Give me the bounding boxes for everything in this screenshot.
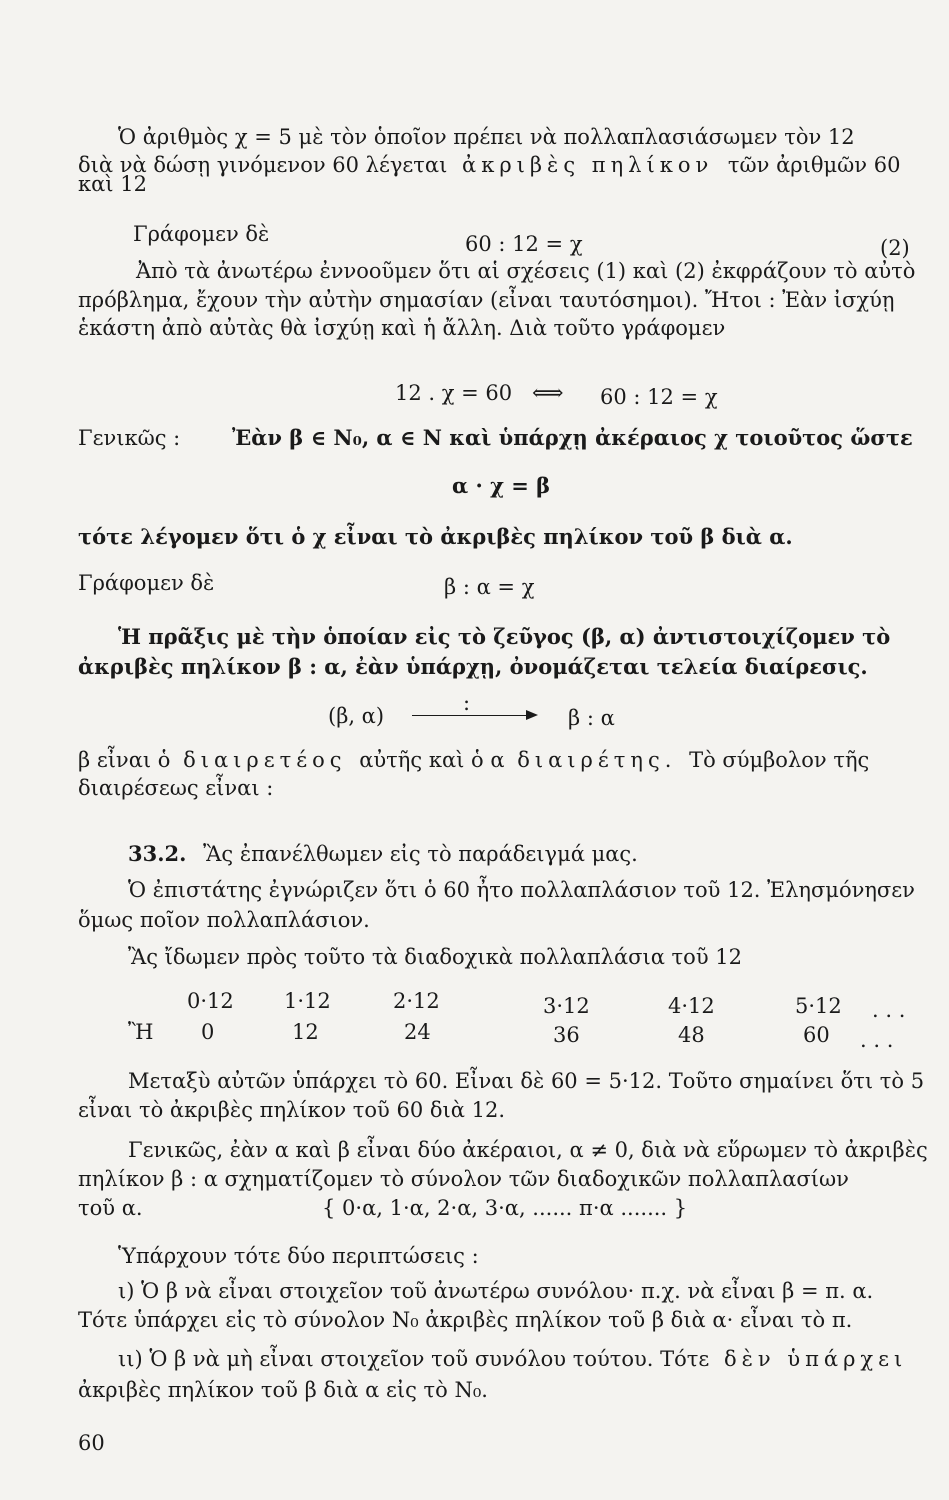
general1-equation: α · χ = β bbox=[452, 473, 551, 498]
case2-line1-a: ιι) Ὁ β νὰ μὴ εἶναι στοιχεῖον τοῦ συνόλου τούτου. Τότε bbox=[118, 1347, 710, 1371]
case2-line1 bbox=[118, 1346, 907, 1372]
general2-line1: Γενικῶς, ἐὰν α καὶ β εἶναι δύο ἀκέραιοι, α ≠ 0, διὰ νὰ εὕρωμεν τὸ ἀκριβὲς bbox=[128, 1138, 928, 1162]
eq3-lead: Γράφομεν δὲ bbox=[78, 571, 215, 595]
para3-term-divisor: διαιρέτης. bbox=[517, 748, 677, 772]
para1-line2-a: διὰ νὰ δώσῃ γινόμενον 60 λέγεται bbox=[78, 153, 448, 177]
multiples-or-label: Ἢ bbox=[128, 1020, 154, 1044]
section-number: 33.2. bbox=[128, 841, 187, 866]
page-number: 60 bbox=[78, 1431, 105, 1455]
general2-set: { 0·α, 1·α, 2·α, 3·α, ...... π·α ....... } bbox=[322, 1196, 688, 1220]
equiv-symbol: ⟺ bbox=[532, 381, 564, 406]
eq2-expression: 60 : 12 = χ bbox=[465, 232, 583, 256]
product-cell-ellipsis: . . . bbox=[872, 998, 906, 1022]
equiv-right: 60 : 12 = χ bbox=[600, 385, 718, 409]
case1-line1: ι) Ὁ β νὰ εἶναι στοιχεῖον τοῦ ἀνωτέρω συνόλου· π.χ. νὰ εἶναι β = π. α. bbox=[118, 1279, 874, 1303]
eq2-lead: Γράφομεν δὲ bbox=[133, 222, 270, 246]
para2-line1: Ἀπὸ τὰ ἀνωτέρω ἐννοοῦμεν ὅτι αἱ σχέσεις (1) καὶ (2) ἐκφράζουν τὸ αὐτὸ bbox=[136, 259, 916, 283]
para2-line3: ἑκάστη ἀπὸ αὐτὰς θὰ ἰσχύῃ καὶ ἡ ἄλλη. Διὰ τοῦτο γράφομεν bbox=[78, 316, 726, 340]
value-cell: 48 bbox=[678, 1023, 705, 1047]
para1-line3: καὶ 12 bbox=[78, 172, 147, 196]
para3-line1-c: αὐτῆς καὶ ὁ α bbox=[359, 748, 505, 772]
section-line2: ὅμως ποῖον πολλαπλάσιον. bbox=[78, 908, 370, 932]
general2-line3-a: τοῦ α. bbox=[78, 1196, 143, 1220]
general1-line1: Ἐὰν β ∈ N₀, α ∈ N καὶ ὑπάρχῃ ἀκέραιος χ τοιοῦτος ὥστε bbox=[232, 425, 913, 450]
product-cell: 2·12 bbox=[393, 989, 440, 1013]
para1-term-exact-quotient: ἀκριβὲς πηλίκον bbox=[462, 153, 714, 177]
para3-term-dividend: διαιρετέος bbox=[183, 748, 347, 772]
value-cell: 24 bbox=[404, 1020, 431, 1044]
mapping-colon: : bbox=[463, 691, 471, 715]
general1-lead: Γενικῶς : bbox=[78, 426, 181, 450]
para4-line2: εἶναι τὸ ἀκριβὲς πηλίκον τοῦ 60 διὰ 12. bbox=[78, 1098, 506, 1122]
product-cell: 1·12 bbox=[284, 989, 331, 1013]
para1-line2-c: τῶν ἀριθμῶν 60 bbox=[727, 153, 901, 177]
para3-line1 bbox=[78, 747, 869, 773]
value-cell-ellipsis: . . . bbox=[860, 1028, 894, 1052]
value-cell: 12 bbox=[292, 1020, 319, 1044]
mapping-arrow-line bbox=[412, 715, 528, 716]
product-cell: 4·12 bbox=[668, 994, 715, 1018]
product-cell: 5·12 bbox=[795, 994, 842, 1018]
general2-line2: πηλίκον β : α σχηματίζομεν τὸ σύνολον τῶν διαδοχικῶν πολλαπλασίων bbox=[78, 1167, 849, 1191]
case1-line2: Τότε ὑπάρχει εἰς τὸ σύνολον N₀ ἀκριβὲς πηλίκον τοῦ β διὰ α· εἶναι τὸ π. bbox=[78, 1308, 853, 1332]
para1-line2 bbox=[78, 152, 900, 178]
equiv-left: 12 . χ = 60 bbox=[395, 381, 513, 405]
para3-line1-e: Τὸ σύμβολον τῆς bbox=[689, 748, 870, 772]
eq2-tag: (2) bbox=[880, 236, 910, 260]
cases-intro: Ὑπάρχουν τότε δύο περιπτώσεις : bbox=[118, 1244, 479, 1268]
para3-line2: διαιρέσεως εἶναι : bbox=[78, 776, 274, 800]
mapping-pair: (β, α) bbox=[328, 704, 385, 728]
para2-line2: πρόβλημα, ἔχουν τὴν αὐτὴν σημασίαν (εἶναι ταυτόσημοι). Ἤτοι : Ἐὰν ἰσχύῃ bbox=[78, 288, 895, 312]
mapping-arrow-head-icon bbox=[526, 710, 538, 720]
case2-line2: ἀκριβὲς πηλίκον τοῦ β διὰ α εἰς τὸ N₀. bbox=[78, 1378, 488, 1402]
value-cell: 0 bbox=[201, 1020, 215, 1044]
para1-line1: Ὁ ἀριθμὸς χ = 5 μὲ τὸν ὁποῖον πρέπει νὰ πολλαπλασιάσωμεν τὸν 12 bbox=[118, 125, 855, 149]
value-cell: 36 bbox=[553, 1023, 580, 1047]
section-line3: Ἂς ἴδωμεν πρὸς τοῦτο τὰ διαδοχικὰ πολλαπλάσια τοῦ 12 bbox=[128, 945, 742, 969]
eq3-expression: β : α = χ bbox=[444, 575, 535, 599]
section-title: Ἂς ἐπανέλθωμεν εἰς τὸ παράδειγμά μας. bbox=[203, 842, 638, 866]
para3-line1-a: β εἶναι ὁ bbox=[78, 748, 171, 772]
mapping-result: β : α bbox=[568, 706, 615, 730]
para4-line1: Μεταξὺ αὐτῶν ὑπάρχει τὸ 60. Εἶναι δὲ 60 = 5·12. Τοῦτο σημαίνει ὅτι τὸ 5 bbox=[128, 1069, 925, 1093]
division-line2: ἀκριβὲς πηλίκον β : α, ἐὰν ὑπάρχῃ, ὀνομάζεται τελεία διαίρεσις. bbox=[78, 654, 868, 679]
case2-emphasis: δὲν ὑπάρχει bbox=[723, 1347, 908, 1371]
value-cell: 60 bbox=[803, 1023, 830, 1047]
section-heading bbox=[128, 841, 638, 867]
division-line1: Ἡ πρᾶξις μὲ τὴν ὁποίαν εἰς τὸ ζεῦγος (β, α) ἀντιστοιχίζομεν τὸ bbox=[118, 624, 891, 649]
product-cell: 0·12 bbox=[187, 989, 234, 1013]
product-cell: 3·12 bbox=[543, 994, 590, 1018]
section-line1: Ὁ ἐπιστάτης ἐγνώριζεν ὅτι ὁ 60 ἦτο πολλαπλάσιον τοῦ 12. Ἐλησμόνησεν bbox=[128, 878, 915, 902]
general1-line2: τότε λέγομεν ὅτι ὁ χ εἶναι τὸ ἀκριβὲς πηλίκον τοῦ β διὰ α. bbox=[78, 524, 793, 549]
